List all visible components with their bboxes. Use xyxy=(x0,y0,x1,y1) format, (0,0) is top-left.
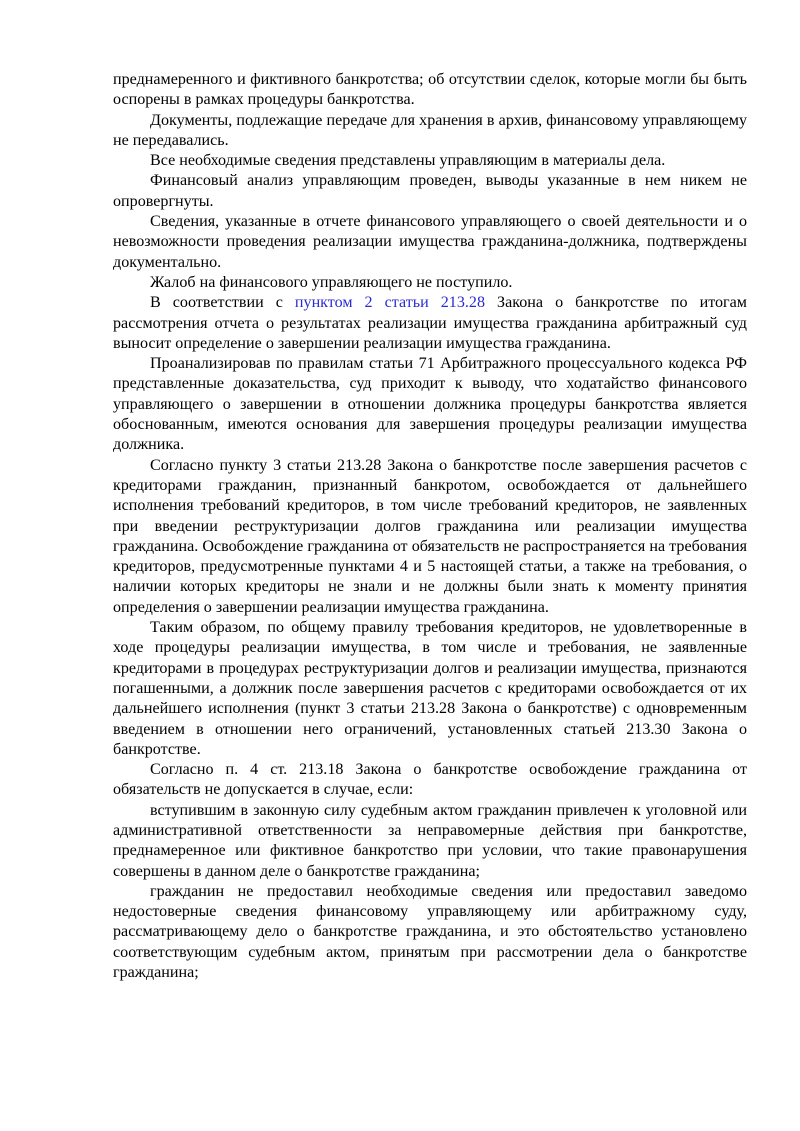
paragraph xyxy=(113,212,747,273)
paragraph xyxy=(113,760,747,801)
paragraph xyxy=(113,151,747,171)
paragraph-text: Закона о банкротстве по итогам рассмотрения отчета о результатах реализации имущества гражданина арбитражный суд выносит определение о завершении реализации имущества гражданина. xyxy=(113,294,747,352)
paragraph xyxy=(113,171,747,212)
paragraph-text: Согласно пункту 3 статьи 213.28 Закона о банкротстве после завершения расчетов с кредиторами гражданин, признанный банкротом, освобождается от дальнейшего исполнения требований кредиторов, в том числе требований кредиторов, не заявленных при введении реструктуризации долгов гражданина или реализации имущества гражданина. Освобождение гражданина от обязательств не распространяется на требования кредиторов, предусмотренные пунктами 4 и 5 настоящей статьи, а также на требования, о наличии которых кредиторы не знали и не должны были знать к моменту принятия определения о завершении реализации имущества гражданина. xyxy=(113,456,747,616)
paragraph-text: вступившим в законную силу судебным актом гражданин привлечен к уголовной или административной ответственности за неправомерные действия при банкротстве, преднамеренное или фиктивное банкротство при условии, что такие правонарушения совершены в данном деле о банкротстве гражданина; xyxy=(113,801,747,880)
paragraph-text: гражданин не предоставил необходимые сведения или предоставил заведомо недостоверные сведения финансовому управляющему или арбитражному суду, рассматривающему дело о банкротстве гражданина, и это обстоятельство установлено соответствующим судебным актом, принятым при рассмотрении дела о банкротстве гражданина; xyxy=(113,882,747,982)
paragraph-text: преднамеренного и фиктивного банкротства; об отсутствии сделок, которые могли бы быть оспорены в рамках процедуры банкротства. xyxy=(113,71,747,109)
paragraph xyxy=(113,801,747,882)
paragraph-text: Документы, подлежащие передаче для хранения в архив, финансовому управляющему не передавались. xyxy=(113,111,747,149)
paragraph-text: Таким образом, по общему правилу требования кредиторов, не удовлетворенные в ходе процедуры реализации имущества, в том числе и требования, не заявленные кредиторами в процедурах реструктуризации долгов и реализации имущества, признаются погашенными, а должник после завершения расчетов с кредиторами освобождается от их дальнейшего исполнения (пункт 3 статьи 213.28 Закона о банкротстве) с одновременным введением в отношении него ограничений, установленных статьей 213.30 Закона о банкротстве. xyxy=(113,619,747,758)
paragraph xyxy=(113,882,747,983)
paragraph-text: Сведения, указанные в отчете финансового управляющего о своей деятельности и о невозможности проведения реализации имущества гражданина-должника, подтверждены документально. xyxy=(113,213,747,271)
paragraph xyxy=(113,70,747,111)
paragraph xyxy=(113,111,747,152)
paragraph-text: Все необходимые сведения представлены управляющим в материалы дела. xyxy=(150,152,666,170)
statute-link[interactable]: пунктом 2 статьи 213.28 xyxy=(294,294,486,312)
paragraph xyxy=(113,354,747,455)
paragraph-text: В соответствии с xyxy=(150,294,295,312)
paragraph-text: Согласно п. 4 ст. 213.18 Закона о банкротстве освобождение гражданина от обязательств не допускается в случае, если: xyxy=(113,761,747,799)
paragraph-text: Проанализировав по правилам статьи 71 Арбитражного процессуального кодекса РФ представленные доказательства, суд приходит к выводу, что ходатайство финансового управляющего о завершении в отношении должника процедуры банкротства является обоснованным, имеются основания для завершения процедуры реализации имущества должника. xyxy=(113,355,747,454)
paragraph xyxy=(113,293,747,354)
document-body xyxy=(113,70,747,983)
paragraph xyxy=(113,456,747,618)
paragraph xyxy=(113,273,747,293)
paragraph xyxy=(113,618,747,760)
paragraph-text: Финансовый анализ управляющим проведен, выводы указанные в нем никем не опровергнуты. xyxy=(113,172,747,210)
paragraph-text: Жалоб на финансового управляющего не поступило. xyxy=(150,273,513,291)
